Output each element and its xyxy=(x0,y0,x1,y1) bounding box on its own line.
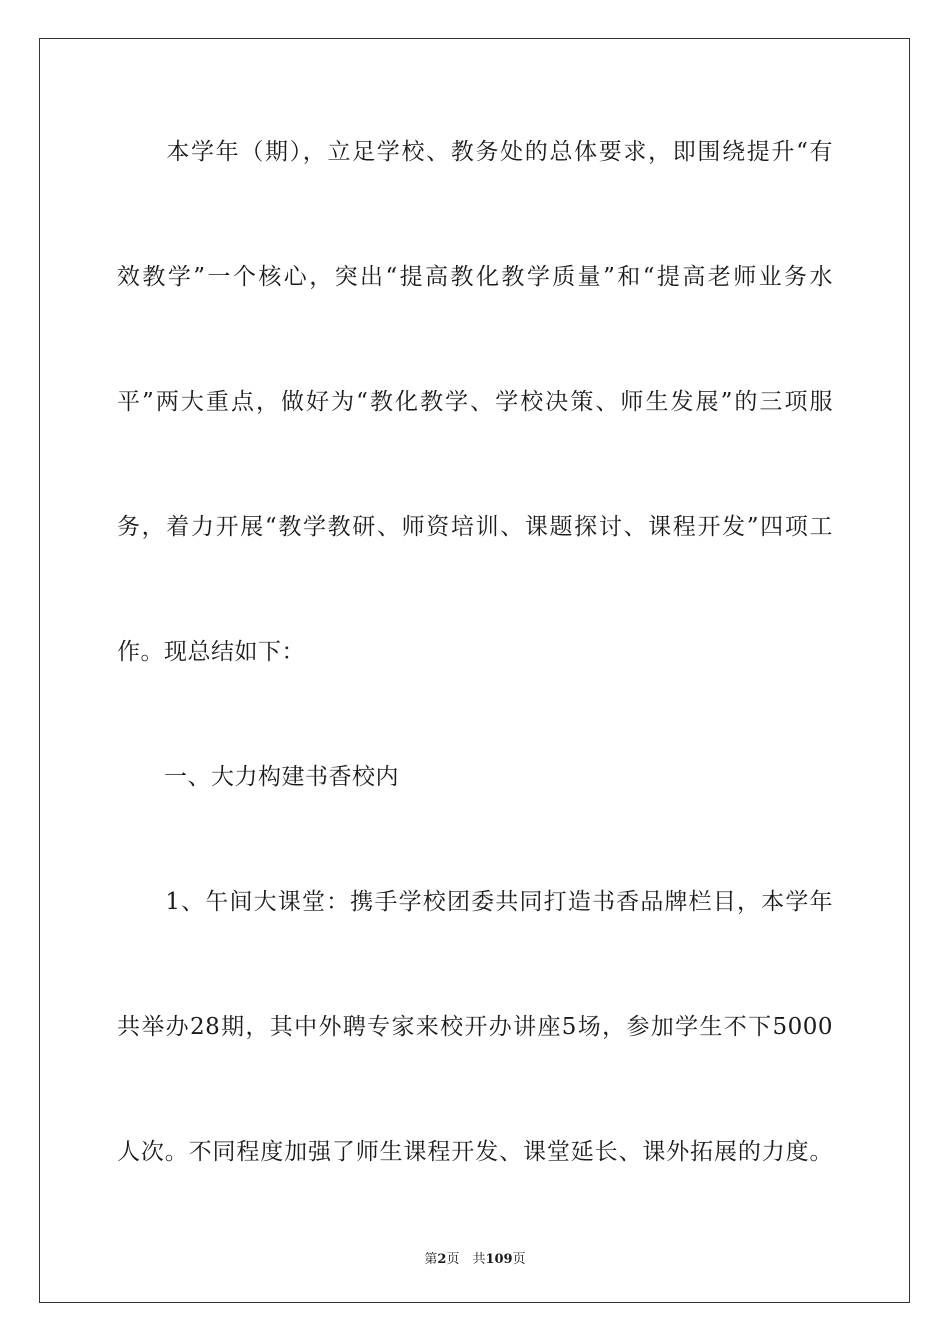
page-frame xyxy=(39,38,910,1303)
paragraph-line: 效教学”一个核心，突出“提高教化教学质量”和“提高老师业务水 xyxy=(117,264,833,290)
footer-middle: 页 共 xyxy=(446,1252,486,1267)
footer-suffix: 页 xyxy=(512,1252,526,1267)
section-heading: 一、大力构建书香校内 xyxy=(117,764,399,790)
page-footer xyxy=(0,1248,950,1267)
footer-total-pages: 109 xyxy=(485,1252,513,1267)
paragraph-line: 本学年（期），立足学校、教务处的总体要求，即围绕提升“有 xyxy=(117,139,833,165)
paragraph-line: 平”两大重点，做好为“教化教学、学校决策、师生发展”的三项服 xyxy=(117,389,833,415)
paragraph-line: 共举办28期，其中外聘专家来校开办讲座5场，参加学生不下5000 xyxy=(117,1014,833,1040)
paragraph-line: 作。现总结如下： xyxy=(117,639,305,665)
paragraph-line: 务，着力开展“教学教研、师资培训、课题探讨、课程开发”四项工 xyxy=(117,514,833,540)
paragraph-line: 1、午间大课堂：携手学校团委共同打造书香品牌栏目，本学年 xyxy=(117,889,833,915)
footer-prefix: 第 xyxy=(424,1252,438,1267)
footer-page-number: 2 xyxy=(437,1252,447,1267)
paragraph-line: 人次。不同程度加强了师生课程开发、课堂延长、课外拓展的力度。 xyxy=(117,1139,833,1165)
